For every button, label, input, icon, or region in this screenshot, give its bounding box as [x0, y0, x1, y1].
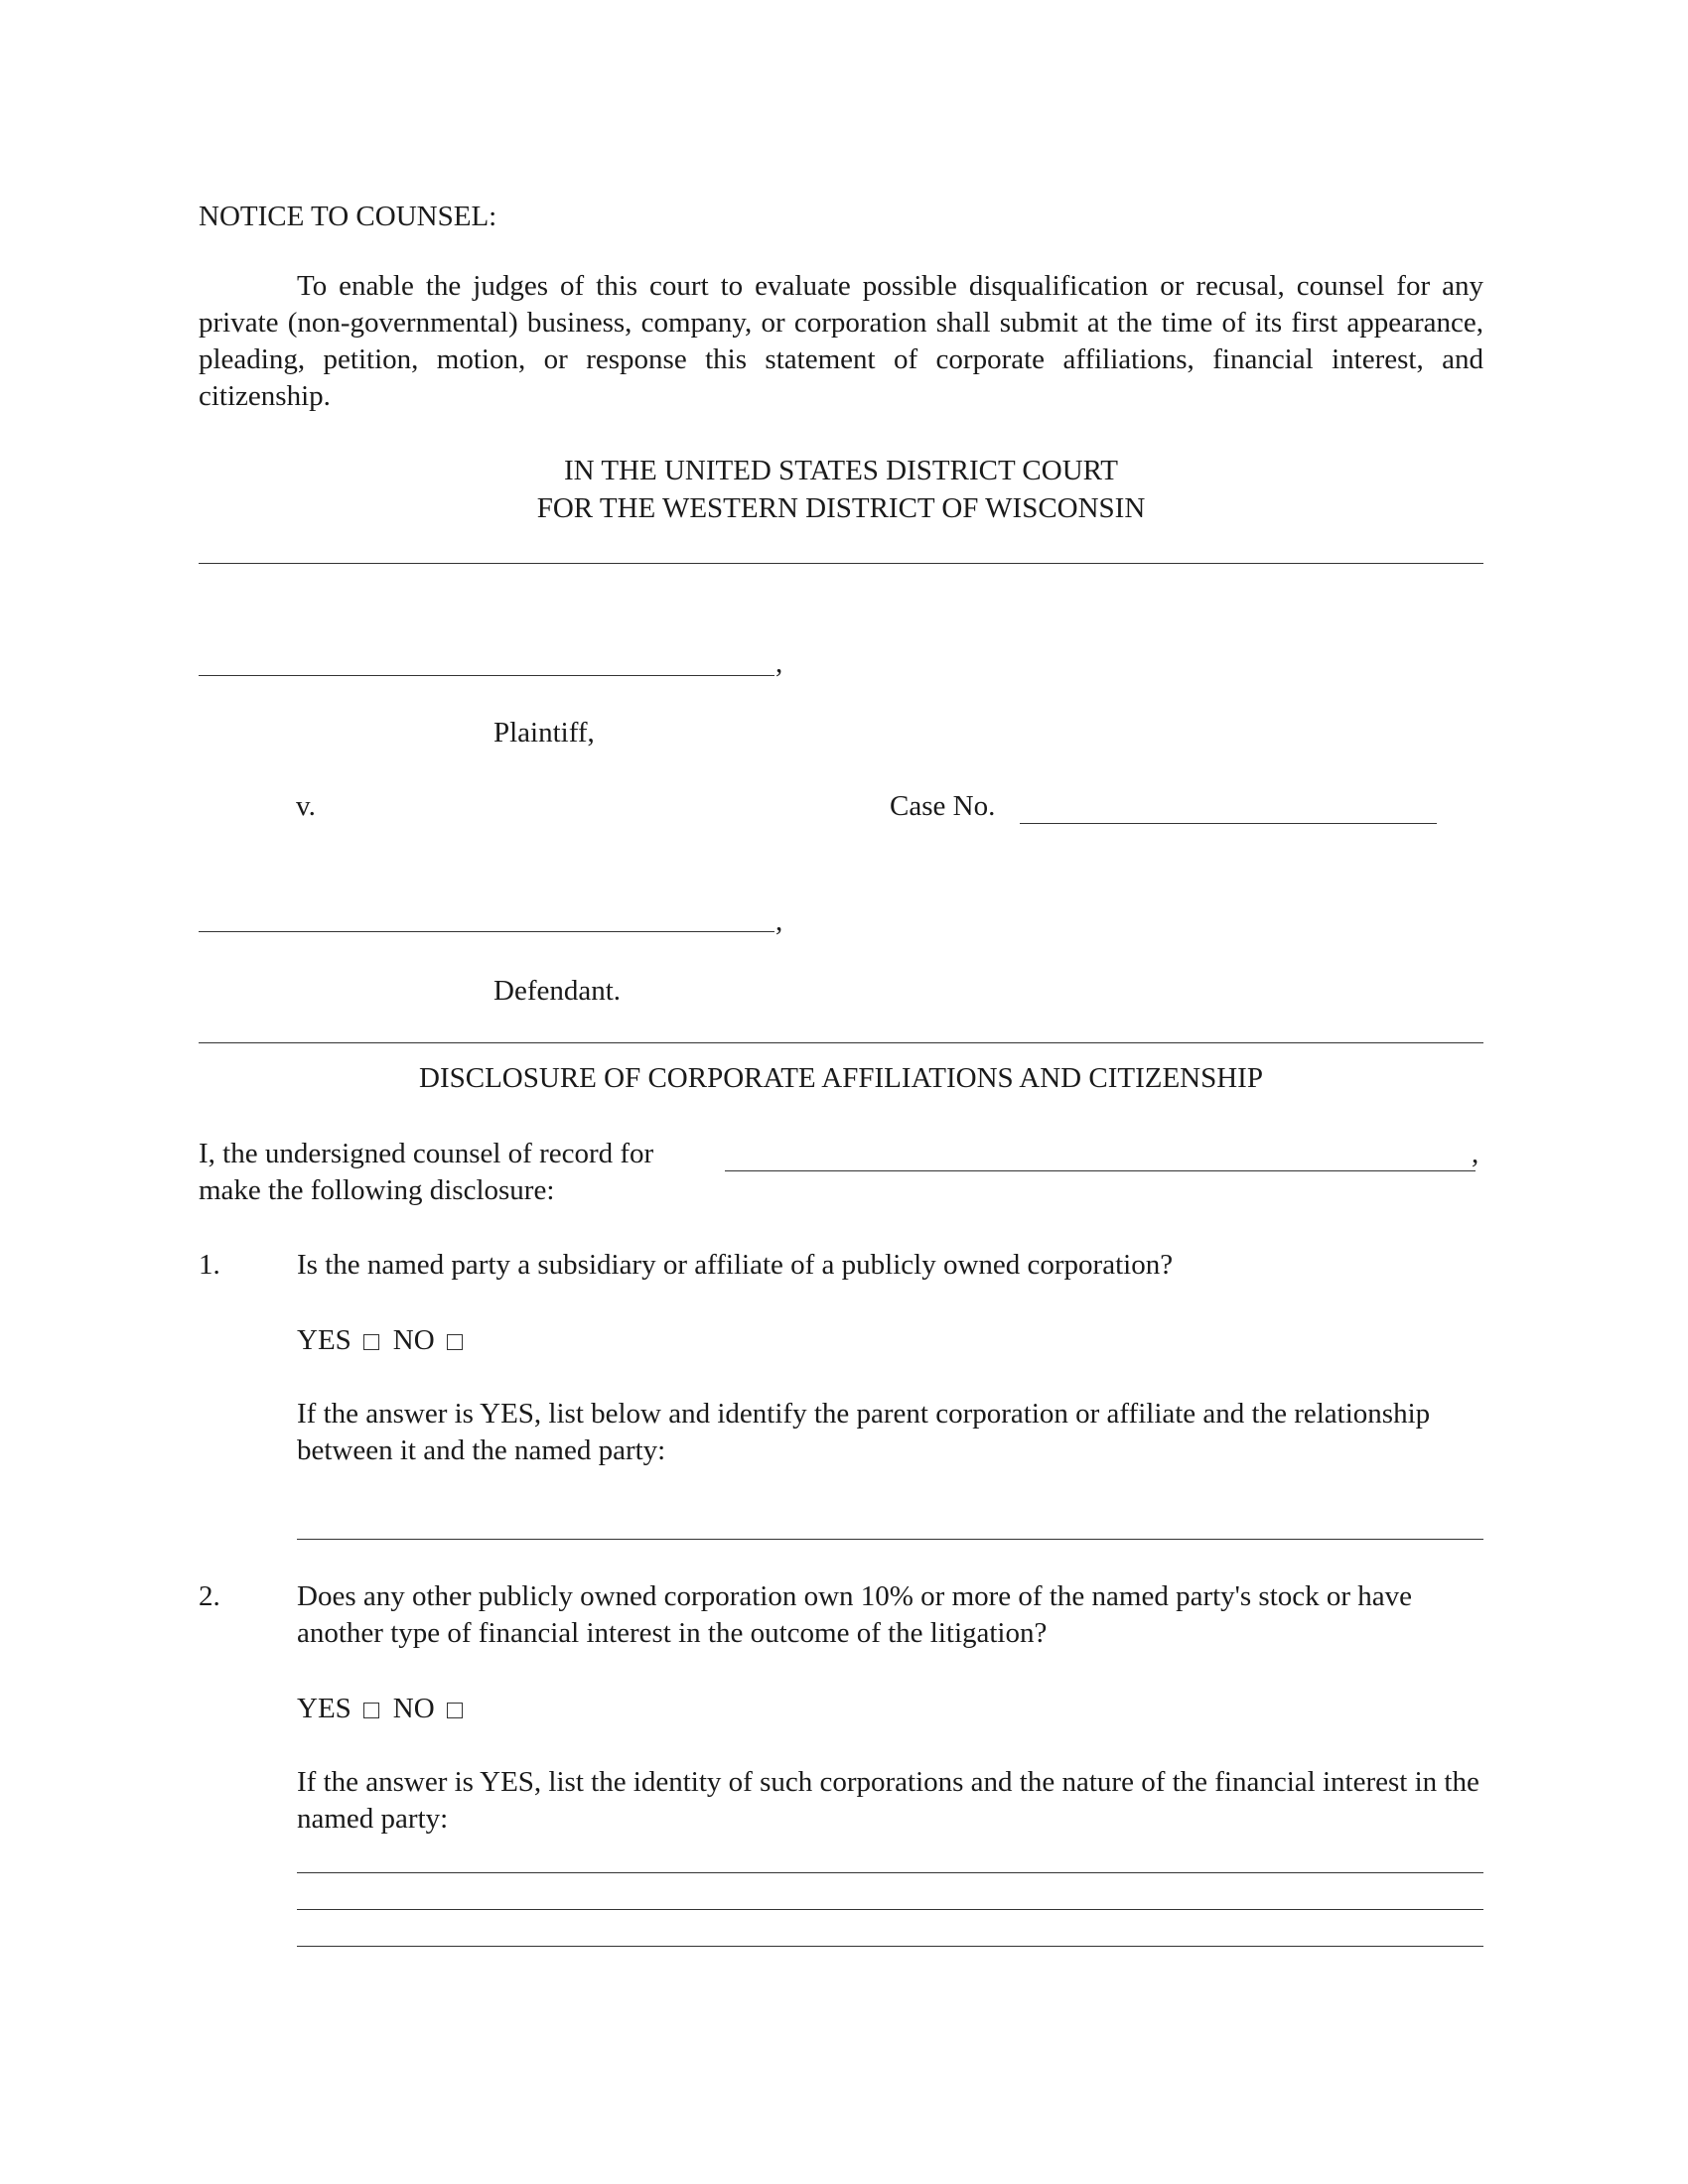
counsel-intro-text: I, the undersigned counsel of record for — [199, 1138, 654, 1169]
question-2-text: Does any other publicly owned corporation own 10% or more of the named party's stock or have another type of financial interest in the outcome of the litigation? — [297, 1580, 1413, 1649]
plaintiff-name-blank[interactable] — [199, 675, 774, 676]
caption-bottom-rule — [199, 1042, 1483, 1043]
versus-label: v. — [296, 790, 316, 822]
notice-paragraph: To enable the judges of this court to evaluate possible disqualification or recusal, counsel for any private (non-governmental) business, company, or corporation shall submit at the time of its first appearance, pleading, petition, motion, or response this statement of corporate affiliations, financial interest, and citizenship. — [199, 270, 1483, 412]
question-2-answer-line-1[interactable] — [297, 1872, 1483, 1873]
question-1-no-checkbox[interactable] — [447, 1334, 463, 1350]
question-1-answer-row — [297, 1322, 477, 1359]
question-2-answer-line-3[interactable] — [297, 1946, 1483, 1947]
question-2-yes-label: YES — [297, 1693, 352, 1724]
court-name-line1: IN THE UNITED STATES DISTRICT COURT — [564, 455, 1118, 486]
defendant-label: Defendant. — [493, 975, 622, 1007]
question-2-no-label: NO — [392, 1693, 435, 1724]
question-2-followup: If the answer is YES, list the identity of such corporations and the nature of the financial interest in the named party: — [297, 1766, 1479, 1835]
question-1-answer-line[interactable] — [297, 1539, 1483, 1540]
counsel-intro-comma: , — [1472, 1138, 1479, 1169]
question-1-no-label: NO — [392, 1324, 435, 1356]
question-1-yes-label: YES — [297, 1324, 352, 1356]
party-name-blank[interactable] — [725, 1170, 1476, 1171]
case-no-label: Case No. — [890, 790, 996, 822]
question-2-yes-checkbox[interactable] — [363, 1703, 379, 1718]
defendant-comma: , — [775, 905, 783, 937]
question-1-text: Is the named party a subsidiary or affiliate of a publicly owned corporation? — [297, 1249, 1174, 1281]
question-1-number: 1. — [199, 1249, 220, 1281]
defendant-name-blank[interactable] — [199, 931, 774, 932]
caption-top-rule — [199, 563, 1483, 564]
question-2-answer-row — [297, 1691, 477, 1727]
question-1-followup: If the answer is YES, list below and identify the parent corporation or affiliate and the relationship between it and the named party: — [297, 1398, 1431, 1466]
plaintiff-label: Plaintiff, — [493, 717, 595, 749]
plaintiff-comma: , — [775, 647, 783, 679]
question-2-number: 2. — [199, 1580, 220, 1612]
case-no-blank[interactable] — [1020, 823, 1437, 824]
question-1-yes-checkbox[interactable] — [363, 1334, 379, 1350]
question-2-answer-line-2[interactable] — [297, 1909, 1483, 1910]
counsel-intro-continued: make the following disclosure: — [199, 1174, 555, 1206]
court-name-line2: FOR THE WESTERN DISTRICT OF WISCONSIN — [536, 492, 1146, 524]
question-2-no-checkbox[interactable] — [447, 1703, 463, 1718]
notice-heading: NOTICE TO COUNSEL: — [199, 201, 497, 232]
disclosure-title: DISCLOSURE OF CORPORATE AFFILIATIONS AND CITIZENSHIP — [419, 1062, 1263, 1094]
